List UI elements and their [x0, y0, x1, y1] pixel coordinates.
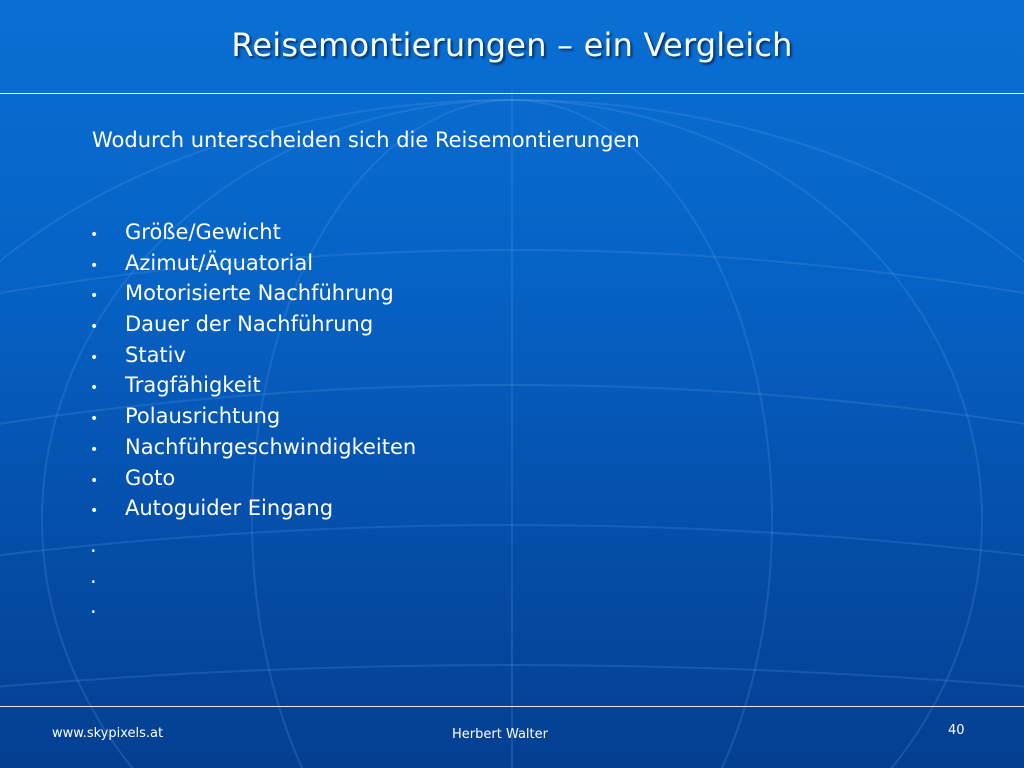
list-item: [88, 251, 416, 282]
list-item-label: Größe/Gewicht: [125, 220, 281, 244]
list-item: [88, 435, 416, 466]
list-item-label: Stativ: [125, 342, 186, 367]
slide-title: Reisemontierungen – ein Vergleich: [231, 26, 793, 64]
list-item-label: Tragfähigkeit: [125, 373, 261, 398]
continuation-dot: .: [90, 594, 97, 619]
footer-author: Herbert Walter: [452, 727, 548, 742]
list-item: [88, 466, 416, 497]
bullet-icon: •: [90, 288, 99, 305]
bullet-icon: •: [90, 411, 99, 428]
list-item: [88, 281, 416, 312]
list-item: [88, 404, 416, 435]
bullet-icon: •: [90, 349, 99, 366]
list-item: [88, 373, 416, 404]
bullet-icon: •: [90, 441, 99, 458]
slide-subtitle: Wodurch unterscheiden sich die Reisemontierungen: [92, 128, 640, 152]
list-item-label: Goto: [125, 465, 176, 490]
list-item-label: Motorisierte Nachführung: [125, 281, 394, 306]
continuation-dots: [90, 530, 97, 622]
footer-website: www.skypixels.at: [52, 726, 164, 741]
bullet-icon: •: [90, 503, 99, 520]
footer-divider: [0, 706, 1024, 707]
bullet-icon: •: [90, 472, 99, 489]
page-number: 40: [948, 723, 965, 738]
continuation-dot: .: [90, 533, 97, 557]
bullet-list: [88, 220, 416, 527]
list-item: [88, 496, 416, 527]
continuation-dot: .: [90, 563, 97, 588]
list-item-label: Dauer der Nachführung: [125, 312, 374, 337]
list-item-label: Azimut/Äquatorial: [125, 250, 314, 275]
list-item-label: Polausrichtung: [125, 404, 281, 429]
bullet-icon: •: [90, 257, 99, 274]
list-item: [88, 220, 416, 251]
list-item: [88, 312, 416, 343]
title-divider: [0, 93, 1024, 94]
bullet-icon: •: [90, 319, 99, 336]
list-item: [88, 343, 416, 374]
list-item-label: Autoguider Eingang: [125, 496, 334, 521]
list-item-label: Nachführgeschwindigkeiten: [125, 434, 417, 459]
bullet-icon: •: [90, 380, 99, 397]
bullet-icon: •: [90, 227, 99, 243]
